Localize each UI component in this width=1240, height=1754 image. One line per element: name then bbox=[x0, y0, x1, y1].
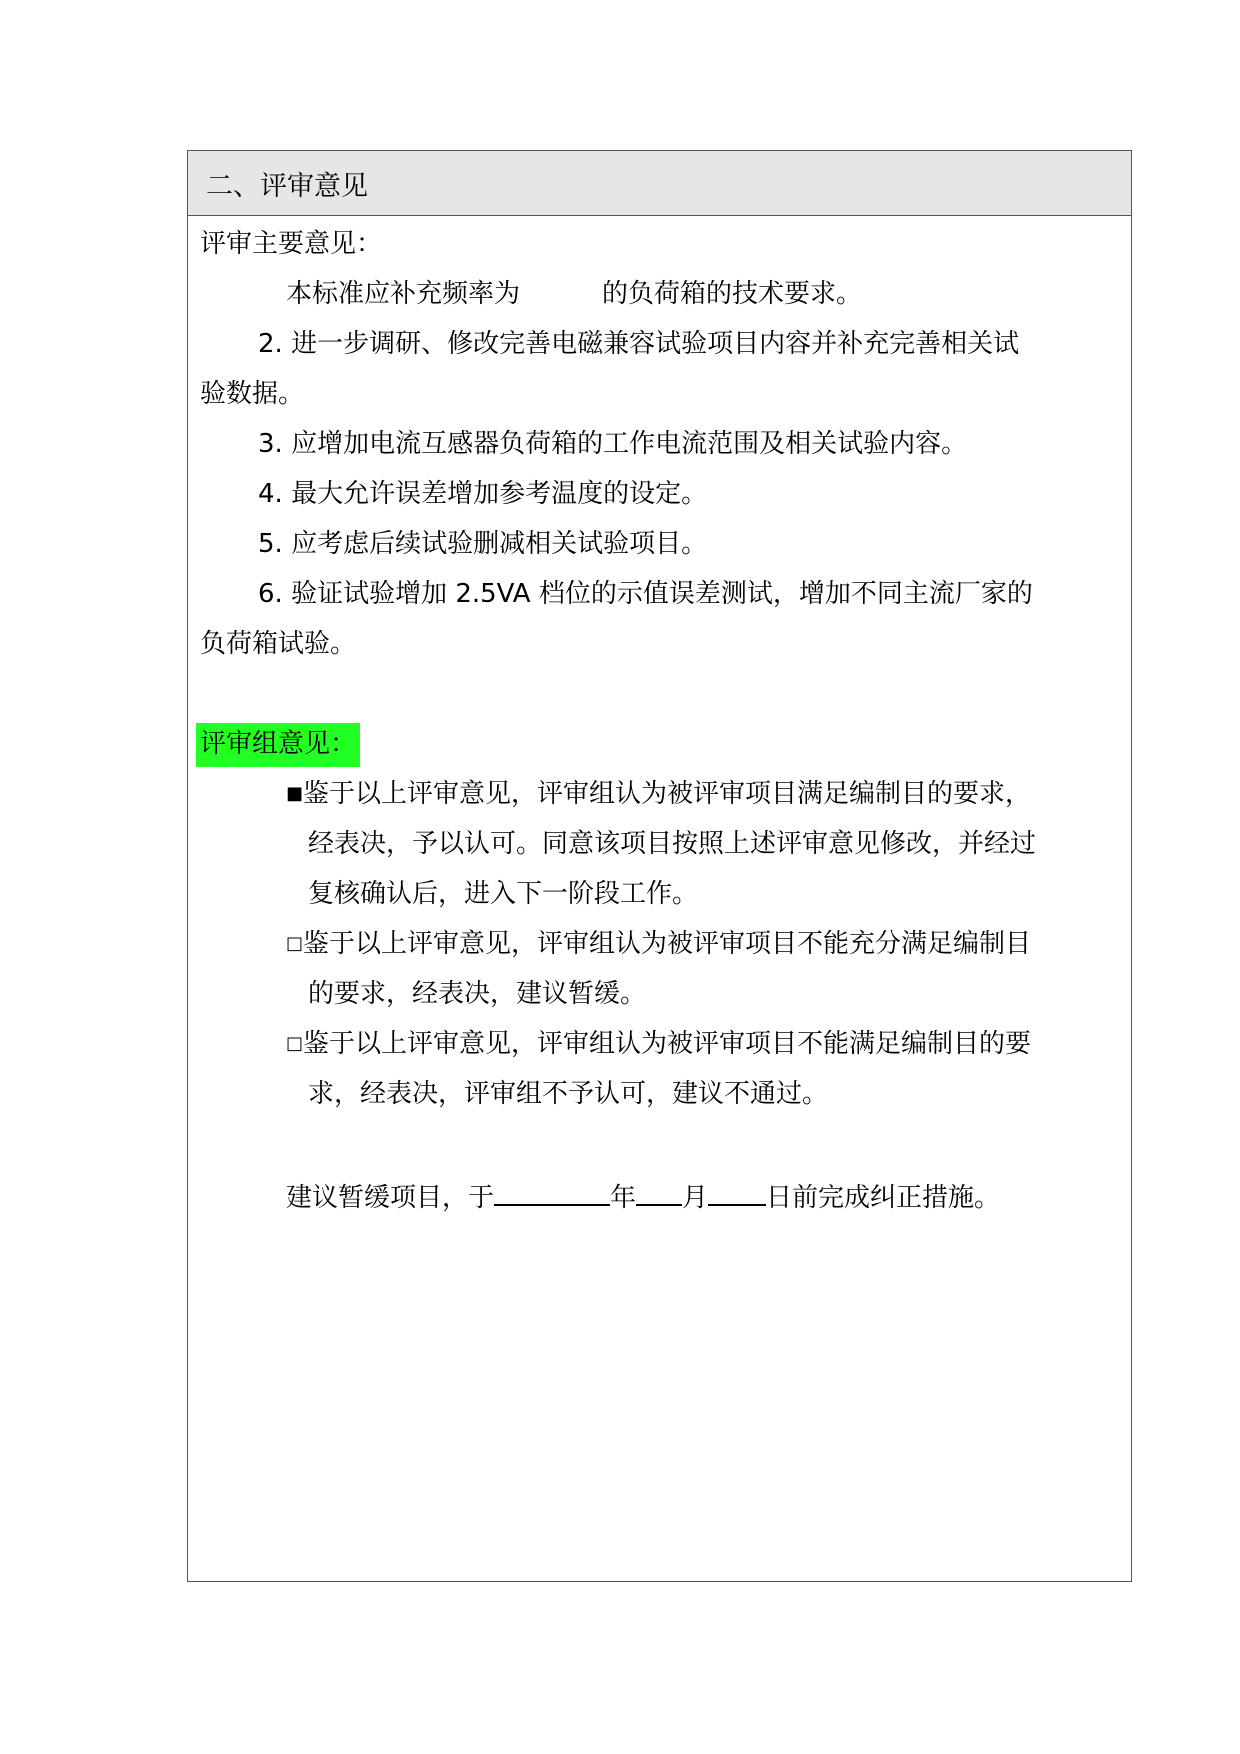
group-opinion-heading bbox=[196, 728, 360, 760]
form-body bbox=[188, 216, 1131, 1581]
option-postpone-line1: 鉴于以上评审意见，评审组认为被评审项目不能充分满足编制目 bbox=[303, 929, 1032, 959]
unchecked-box-icon[interactable]: □ bbox=[286, 1033, 304, 1054]
year-label: 年 bbox=[610, 1183, 637, 1213]
section-header bbox=[188, 151, 1131, 216]
deadline-prefix: 建议暂缓项目，于 bbox=[286, 1183, 495, 1213]
option-approve-line2: 经表决，予以认可。同意该项目按照上述评审意见修改，并经过 bbox=[308, 829, 1037, 859]
option-reject[interactable] bbox=[286, 1028, 1031, 1060]
checked-box-icon[interactable]: ■ bbox=[286, 783, 304, 804]
option-approve-line3: 复核确认后，进入下一阶段工作。 bbox=[308, 879, 699, 909]
section-title: 二、评审意见 bbox=[206, 171, 368, 202]
opinion-item-2-line1: 2. 进一步调研、修改完善电磁兼容试验项目内容并补充完善相关试 bbox=[258, 329, 1020, 359]
option-reject-line1: 鉴于以上评审意见，评审组认为被评审项目不能满足编制目的要 bbox=[303, 1029, 1032, 1059]
month-blank[interactable] bbox=[636, 1178, 682, 1206]
opinion-item-1 bbox=[286, 278, 862, 310]
year-blank[interactable] bbox=[494, 1178, 610, 1206]
opinion-item-6-line1: 6. 验证试验增加 2.5VA 档位的示值误差测试，增加不同主流厂家的 bbox=[258, 579, 1033, 609]
opinion-item-1-suffix: 的负荷箱的技术要求。 bbox=[602, 279, 863, 309]
main-opinion-heading: 评审主要意见： bbox=[200, 229, 383, 259]
opinion-item-5: 5. 应考虑后续试验删减相关试验项目。 bbox=[258, 529, 708, 559]
deadline-suffix: 日前完成纠正措施。 bbox=[766, 1183, 1001, 1213]
option-approve-line1: 鉴于以上评审意见，评审组认为被评审项目满足编制目的要求， bbox=[303, 779, 1032, 809]
deadline-line bbox=[286, 1178, 1000, 1214]
day-blank[interactable] bbox=[708, 1178, 766, 1206]
option-approve[interactable] bbox=[286, 778, 1031, 810]
opinion-item-3: 3. 应增加电流互感器负荷箱的工作电流范围及相关试验内容。 bbox=[258, 429, 968, 459]
option-postpone-line2: 的要求，经表决，建议暂缓。 bbox=[308, 979, 647, 1009]
option-postpone[interactable] bbox=[286, 928, 1031, 960]
month-label: 月 bbox=[682, 1183, 709, 1213]
opinion-item-6-line2: 负荷箱试验。 bbox=[200, 629, 357, 659]
opinion-item-4: 4. 最大允许误差增加参考温度的设定。 bbox=[258, 479, 708, 509]
group-opinion-highlight: 评审组意见： bbox=[196, 723, 360, 767]
unchecked-box-icon[interactable]: □ bbox=[286, 933, 304, 954]
opinion-item-1-prefix: 本标准应补充频率为 bbox=[286, 279, 521, 309]
review-form bbox=[187, 150, 1132, 1582]
opinion-item-2-line2: 验数据。 bbox=[200, 379, 305, 409]
option-reject-line2: 求，经表决，评审组不予认可，建议不通过。 bbox=[308, 1079, 829, 1109]
